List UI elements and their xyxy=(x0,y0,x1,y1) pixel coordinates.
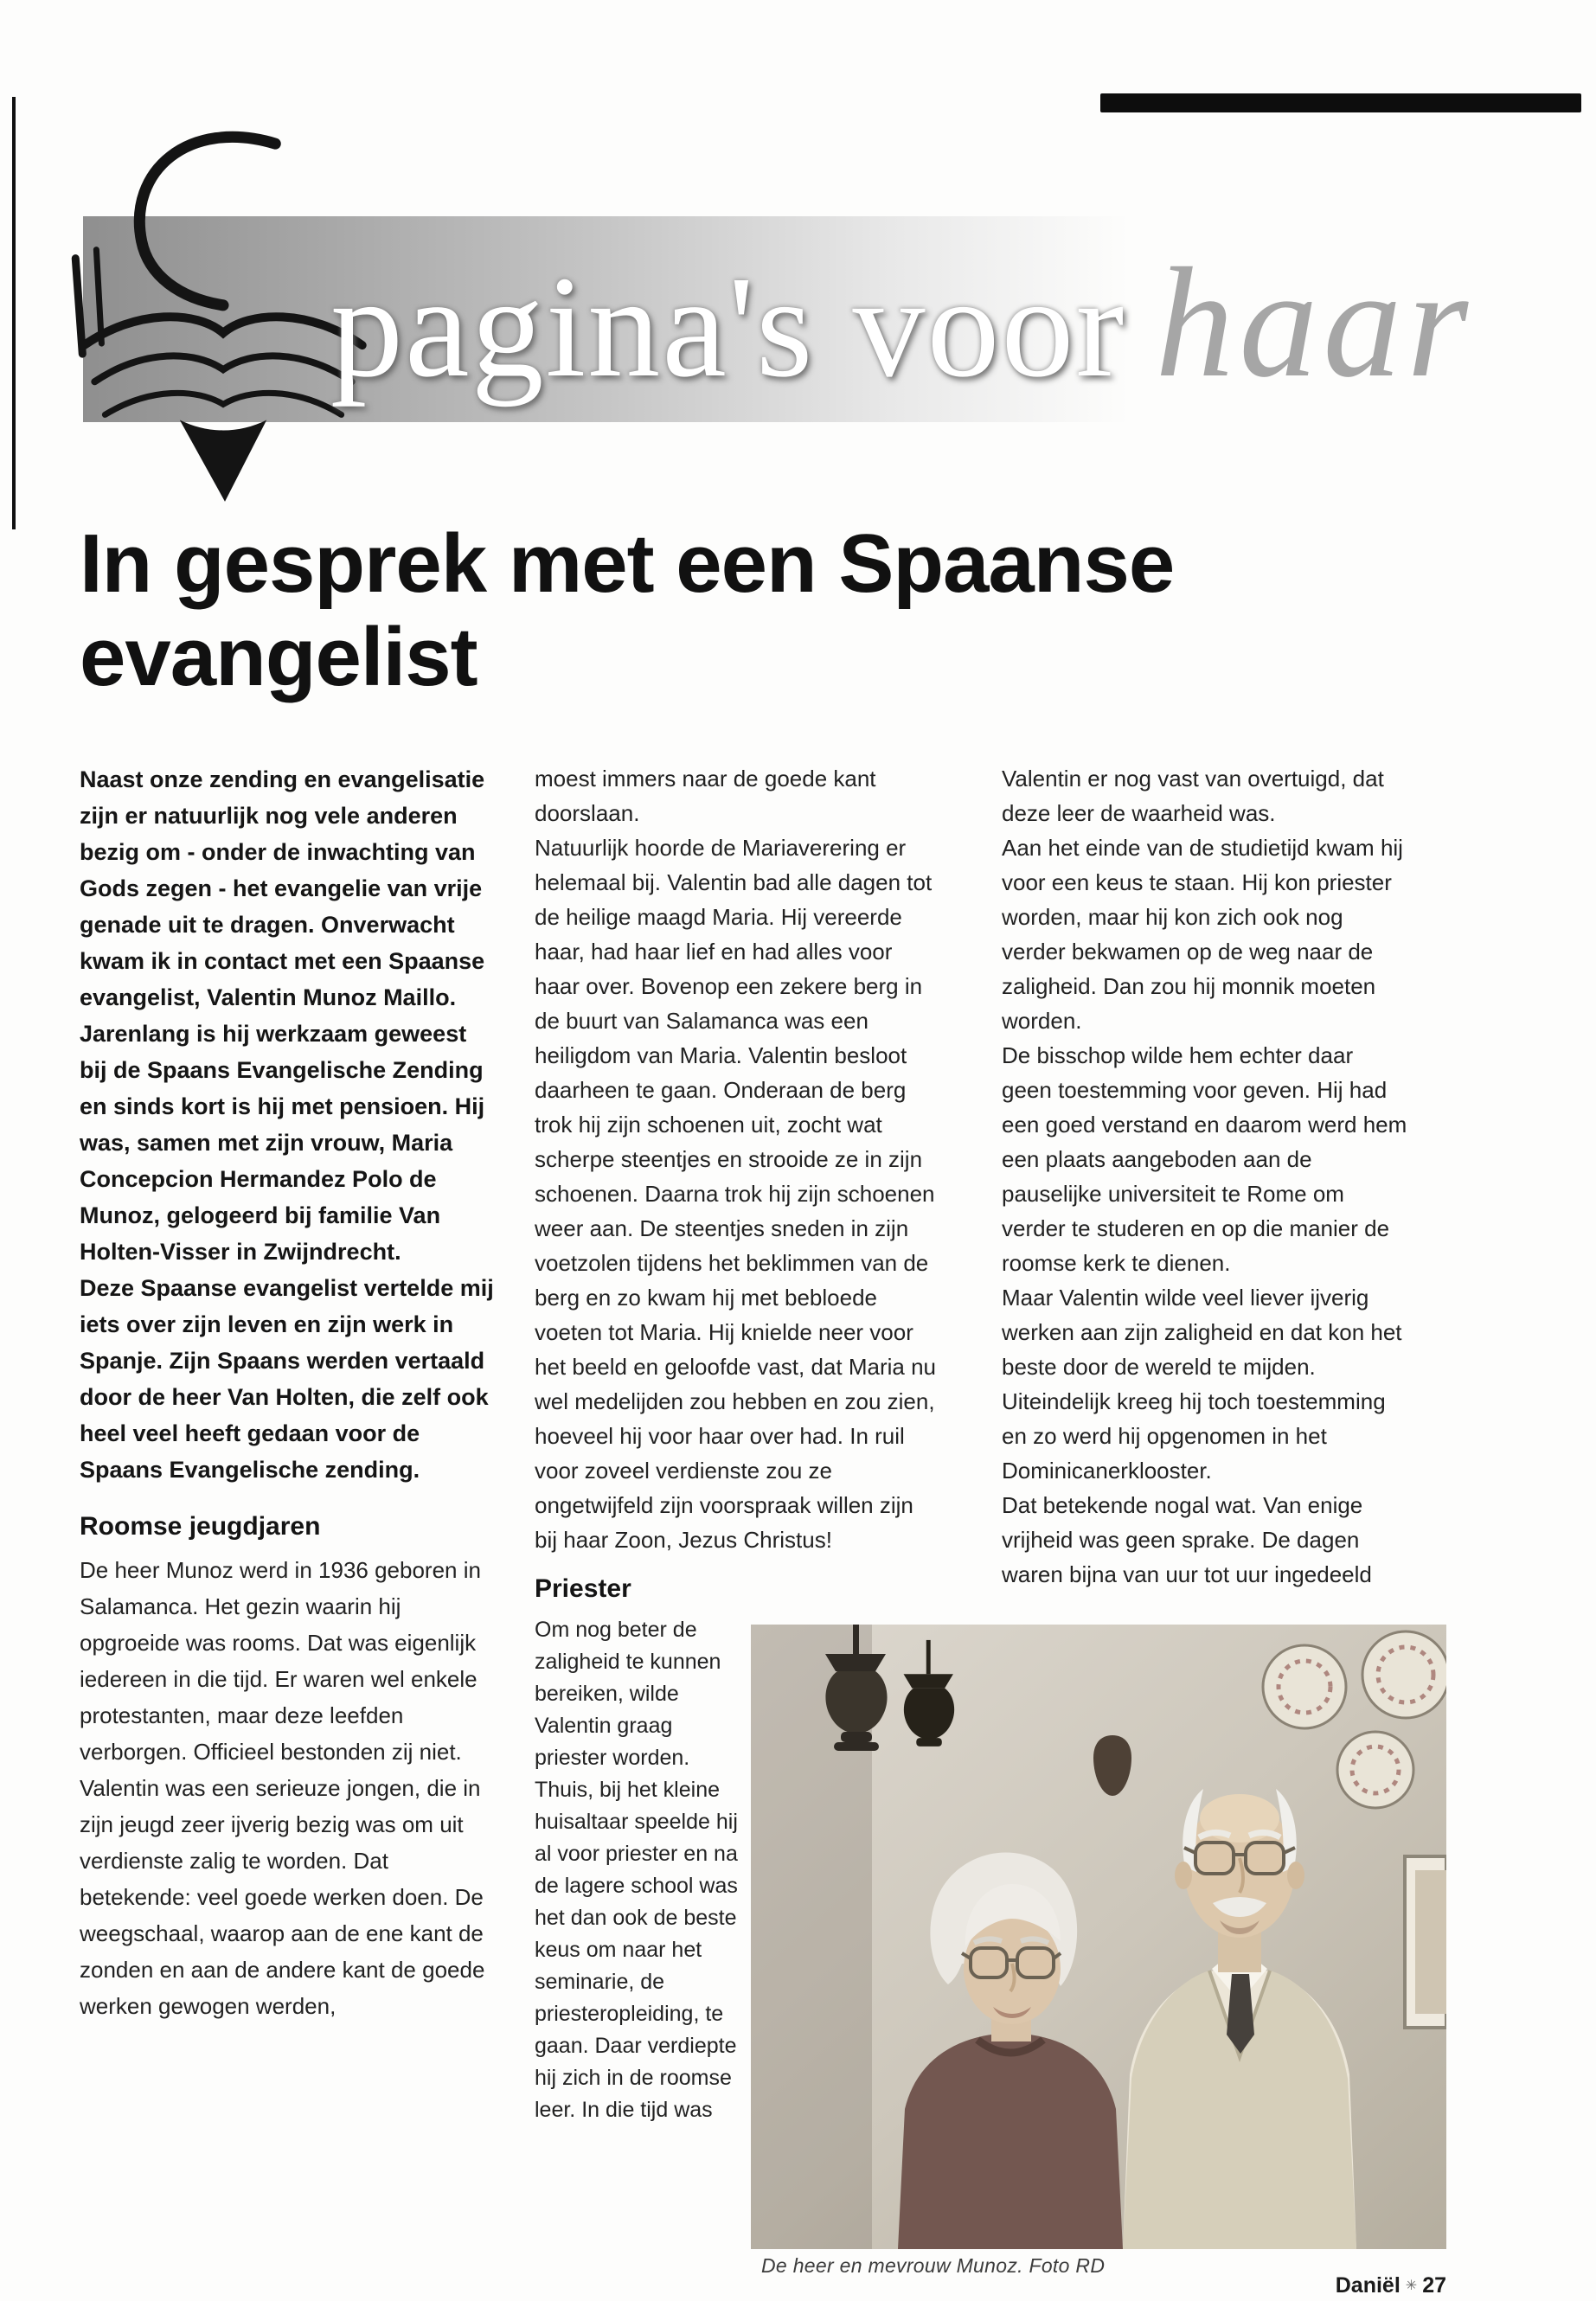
photo-illustration xyxy=(751,1625,1446,2249)
picture-frame-icon xyxy=(1405,1856,1446,2028)
body-paragraph: Dat betekende nogal wat. Van enige vrijheid was geen sprake. De dagen waren bijna van uur tot uur ingedeeld xyxy=(1002,1492,1372,1587)
intro-paragraph: Deze Spaanse evangelist vertelde mij iets over zijn leven en zijn werk in Spanje. Zijn Spaans werden vertaald door de heer Van Holten, die zelf ook heel veel heeft gedaan voor de Spaans Evangelische zending. xyxy=(80,1275,494,1483)
body-paragraph: Natuurlijk hoorde de Mariaverering er helemaal bij. Valentin bad alle dagen tot de heilige maagd Maria. Hij vereerde haar, had haar lief en had alles voor haar over. Bovenop een zekere berg in de buurt van Salamanca was een heiligdom van Maria. Valentin besloot daarheen te gaan. Onderaan de berg trok hij zijn schoenen uit, zocht wat scherpe steentjes en strooide ze in zijn schoenen. Daarna trok hij zijn schoenen weer aan. De steentjes sneden in zijn voetzolen tijdens het beklimmen van de berg en zo kwam hij met bebloede voeten tot Maria. Hij knielde neer voor het beeld en geloofde vast, dat Maria nu wel medelijden zou hebben en zou zien, hoeveel hij voor haar over had. In ruil voor zoveel verdienste zou ze ongetwijfeld zijn voorspraak willen zijn bij haar Zoon, Jezus Christus! xyxy=(535,835,936,1553)
body-paragraph: Aan het einde van de studietijd kwam hij voor een keus te staan. Hij kon priester worden, maar hij kon zich ook nog verder bekwamen op de weg naar de zaligheid. Dan zou hij monnik moeten worden. xyxy=(1002,835,1403,1034)
column-1 xyxy=(80,761,497,2024)
section-heading-roomse-jeugdjaren: Roomse jeugdjaren xyxy=(80,1512,321,1541)
body-paragraph: De bisschop wilde hem echter daar geen toestemming voor geven. Hij had een goed verstand en daarom werd hem een plaats aangeboden aan de pauselijke universiteit te Rome om verder te studeren en op die manier de roomse kerk te dienen. xyxy=(1002,1042,1407,1276)
magazine-name: Daniël xyxy=(1335,2273,1401,2298)
narrow-text-block xyxy=(535,1614,740,2126)
banner-title xyxy=(330,236,1474,410)
logo-page-dart xyxy=(180,420,266,501)
left-edge-rule xyxy=(12,97,16,529)
photo-munoz-couple xyxy=(751,1625,1446,2249)
banner-title-italic: haar xyxy=(1155,236,1474,410)
body-paragraph: Om nog beter de zaligheid te kunnen bereiken, wilde Valentin graag priester worden. Thuis, bij het kleine huisaltaar speelde hij al voor priester en na de lagere school was het dan ook de beste keus om naar het seminarie, de priesteropleiding, te gaan. Daar verdiepte hij zich in de roomse leer. In die tijd was xyxy=(535,1618,738,2122)
footer-ornament-icon: ✳ xyxy=(1405,2279,1418,2293)
section-heading-priester: Priester xyxy=(535,1574,631,1603)
page-number: 27 xyxy=(1422,2273,1446,2298)
body-paragraph: Valentin was een serieuze jongen, die in zijn jeugd zeer ijverig bezig was om uit verdienste zalig te worden. Dat betekende: veel goede werken doen. De weegschaal, waarop aan de ene kant de zonden en aan de andere kant de goede werken gewogen werden, xyxy=(80,1775,485,2019)
body-paragraph: Maar Valentin wilde veel liever ijverig werken aan zijn zaligheid en dat kon het beste door de wereld te mijden. Uiteindelijk kreeg hij toch toestemming en zo werd hij opgenomen in het Dominicanerklooster. xyxy=(1002,1285,1402,1484)
intro-paragraph: Naast onze zending en evangelisatie zijn er natuurlijk nog vele anderen bezig om - onder de inwachting van Gods zegen - het evangelie van vrije genade uit te dragen. Onverwacht kwam ik in contact met een Spaanse evangelist, Valentin Munoz Maillo. Jarenlang is hij werkzaam geweest bij de Spaans Evangelische Zending en sinds kort is hij met pensioen. Hij was, samen met zijn vrouw, Maria Concepcion Hermandez Polo de Munoz, gelogeerd bij familie Van Holten-Visser in Zwijndrecht. xyxy=(80,766,485,1265)
body-paragraph: moest immers naar de goede kant doorslaan. xyxy=(535,766,876,826)
page-folio xyxy=(1228,2273,1446,2298)
body-paragraph: Valentin er nog vast van overtuigd, dat deze leer de waarheid was. xyxy=(1002,766,1384,826)
column-3 xyxy=(1002,761,1408,1592)
banner-title-regular: pagina's voor xyxy=(330,247,1126,407)
body-paragraph: De heer Munoz werd in 1936 geboren in Salamanca. Het gezin waarin hij opgroeide was rooms. Dat was eigenlijk iedereen in die tijd. Er waren wel enkele protestanten, maar deze leefden verborgen. Officieel bestonden zij niet. xyxy=(80,1557,481,1765)
article-title: In gesprek met een Spaanse evangelist xyxy=(80,517,1175,703)
top-right-bar xyxy=(1100,93,1581,112)
photo-caption: De heer en mevrouw Munoz. Foto RD xyxy=(761,2254,1106,2277)
